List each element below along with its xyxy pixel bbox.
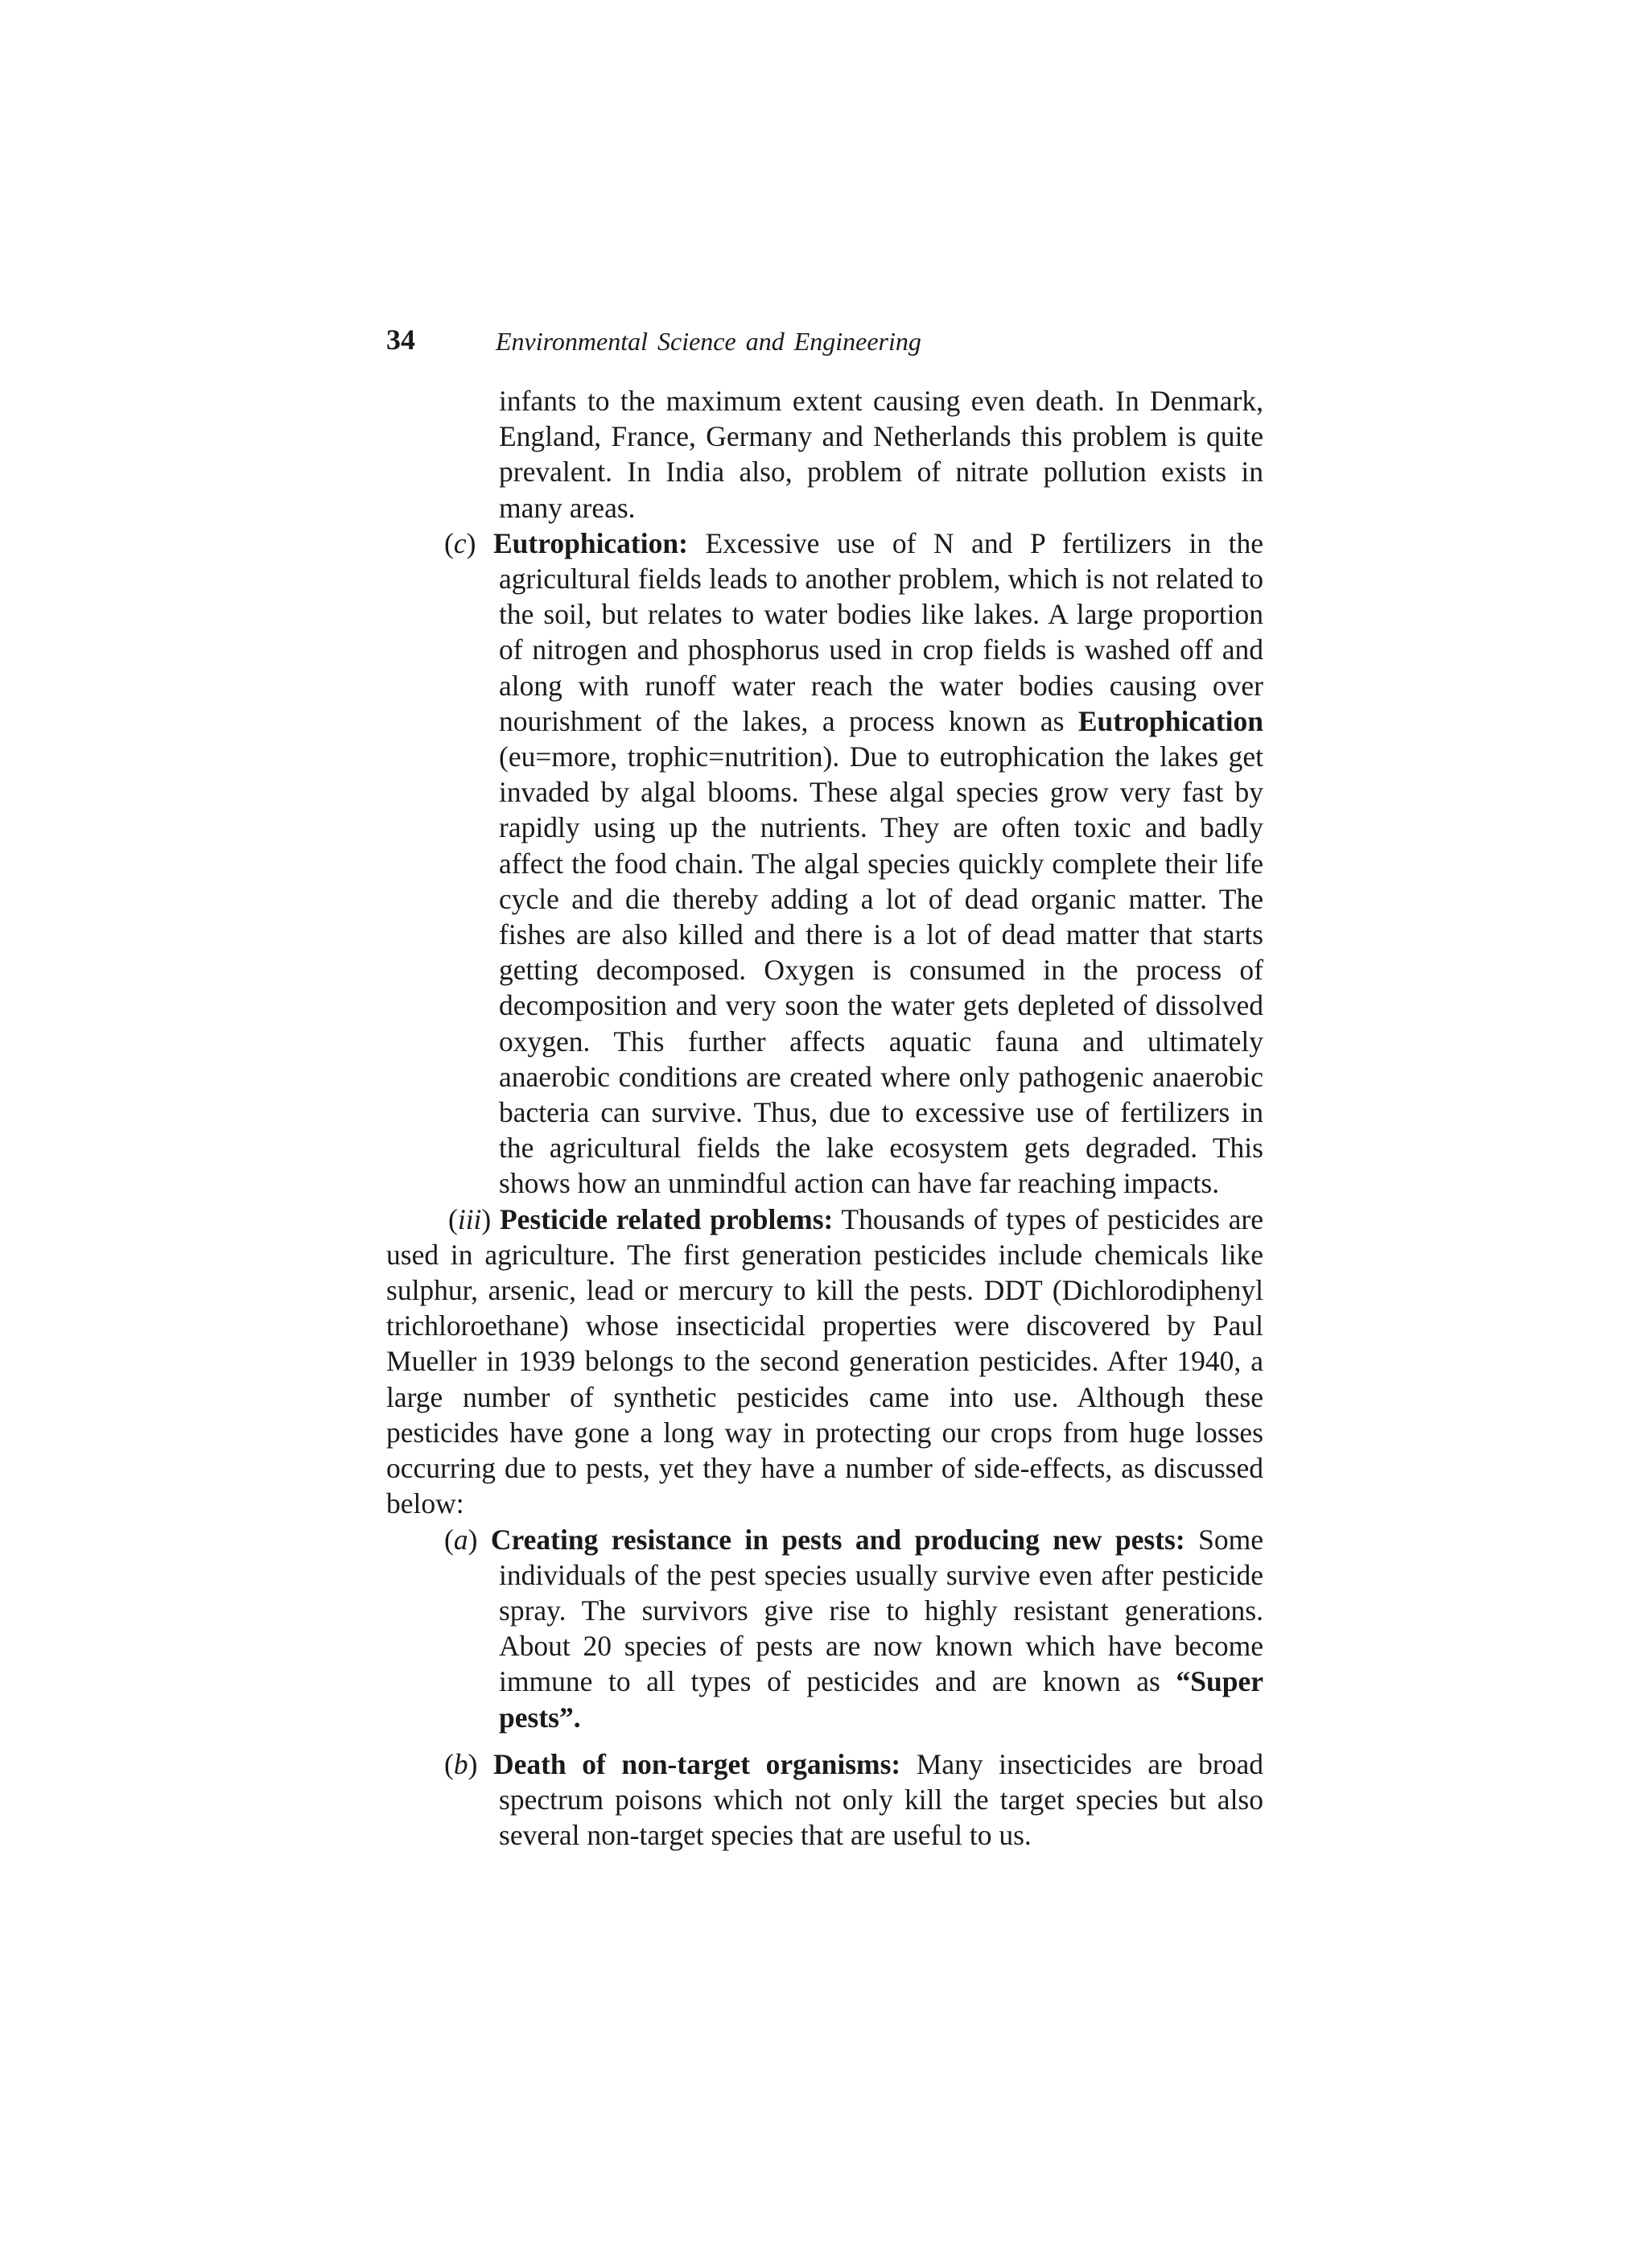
item-b-heading: Death of non-target organisms:: [492, 1747, 901, 1780]
section-iii-text: Thousands of types of pesticides are used in agriculture. The first generation pesticides include chemicals like sulphur, arsenic, lead or mercury to kill the pests. DDT (Dichlorodiphenyl trichloroethane) whose insecticidal properties were discovered by Paul Mueller in 1939 belongs to the second generation pesticides. After 1940, a large number of synthetic pesticides came into use. Although these pesticides have gone a long way in protecting our crops from huge losses occurring due to pests, yet they have a number of side-effects, as discussed below:: [386, 1202, 1263, 1520]
item-c-text2: (eu=more, trophic=nutrition). Due to eutrophication the lakes get invaded by algal blooms. These algal species grow very fast by rapidly using up the nutrients. They are often toxic and badly affect the food chain. The algal species quickly complete their life cycle and die thereby adding a lot of dead organic matter. The fishes are also killed and there is a lot of dead matter that starts getting decomposed. Oxygen is consumed in the process of decomposition and very soon the water gets depleted of dissolved oxygen. This further affects aquatic fauna and ultimately anaerobic conditions are created where only pathogenic anaerobic bacteria can survive. Thus, due to excessive use of fertilizers in the agricultural fields the lake ecosystem gets degraded. This shows how an unmindful action can have far reaching impacts.: [499, 740, 1263, 1200]
section-iii-label: iii: [457, 1202, 482, 1235]
item-a-heading: Creating resistance in pests and producing new pests:: [490, 1523, 1185, 1556]
item-c-eutrophication: [444, 526, 1263, 1202]
item-a-open: (: [444, 1523, 454, 1556]
continuation-paragraph: infants to the maximum extent causing even death. In Denmark, England, France, Germany and Netherlands this problem is quite prevalent. In India also, problem of nitrate pollution exists in many areas.: [499, 385, 1263, 524]
page-body: [386, 383, 1263, 1853]
item-b-close: ): [468, 1747, 478, 1780]
item-a-text: Some individuals of the pest species usually survive even after pesticide spray. The survivors give rise to highly resistant generations. About 20 species of pests are now known which have become immune to all types of pesticides and are known as: [499, 1523, 1263, 1698]
section-iii-open: (: [448, 1202, 458, 1235]
item-c-term: Eutrophication: [1077, 704, 1263, 737]
item-a-close: ): [468, 1523, 478, 1556]
item-c-label: c: [453, 526, 467, 559]
item-b-non-target: [444, 1746, 1263, 1854]
section-iii-pesticides: [386, 1202, 1263, 1522]
item-a-resistance: [444, 1522, 1263, 1735]
item-a-term: “Super pests”.: [499, 1665, 1263, 1734]
item-c-heading: Eutrophication:: [492, 526, 688, 559]
page-number: 34: [386, 324, 415, 356]
section-iii-heading: Pesticide related problems:: [499, 1202, 834, 1235]
page-header: [386, 319, 1288, 361]
item-b-open: (: [444, 1747, 454, 1780]
item-a-label: a: [453, 1523, 468, 1556]
running-title: Environmental Science and Engineering: [496, 327, 921, 356]
item-c-close: ): [466, 526, 476, 559]
item-b-text: Many insecticides are broad spectrum poisons which not only kill the target species but also several non-target species that are useful to us.: [499, 1747, 1263, 1852]
item-c-text1: Excessive use of N and P fertilizers in the agricultural fields leads to another problem, which is not related to the soil, but relates to water bodies like lakes. A large proportion of nitrogen and phosphorus used in crop fields is washed off and along with runoff water reach the water bodies causing over nourishment of the lakes, a process known as: [499, 526, 1263, 737]
item-c-open: (: [444, 526, 454, 559]
item-b-label: b: [453, 1747, 468, 1780]
section-iii-close: ): [481, 1202, 492, 1235]
